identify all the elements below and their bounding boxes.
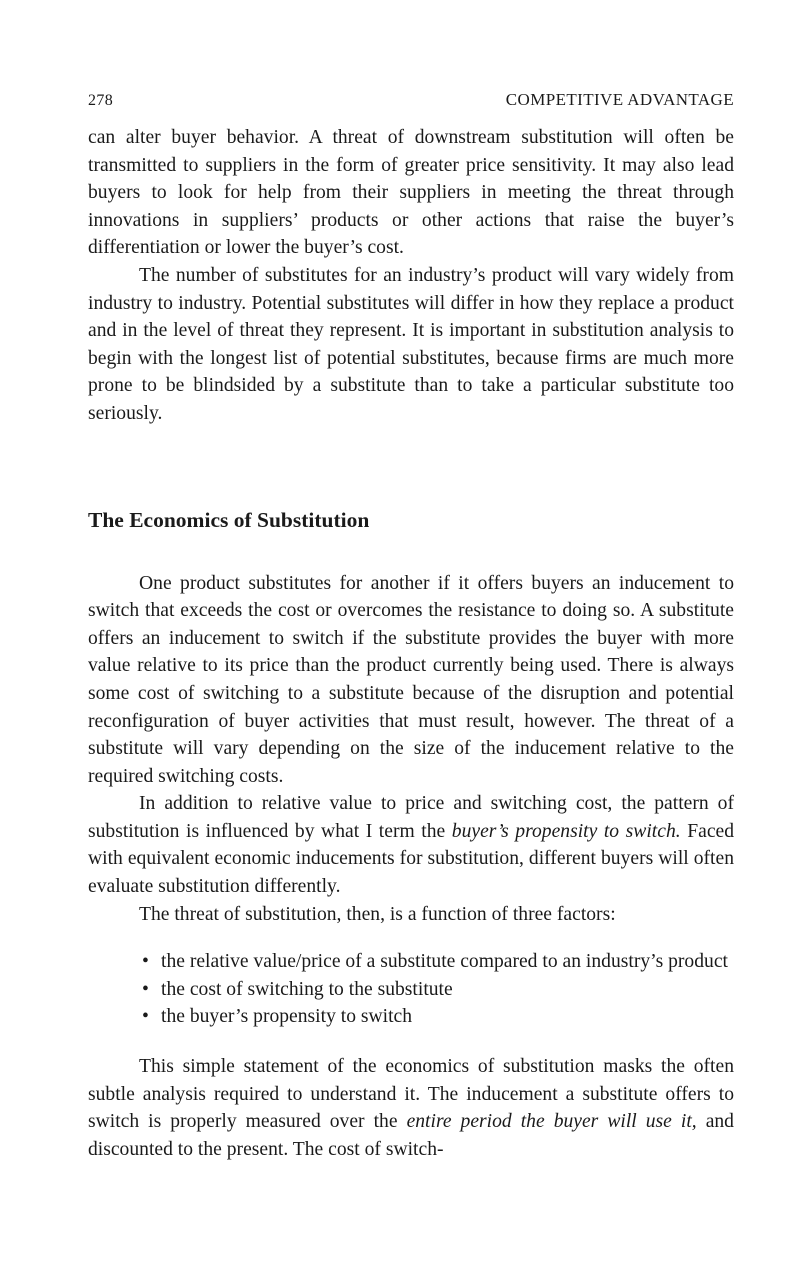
bullet-icon: • (142, 1006, 149, 1028)
paragraph-propensity: In addition to relative value to price and switching cost, the pattern of substitution is influenced by what I term the buyer’s propensity to switch. Faced with equivalent economic inducements for substitution, different buyers will often evaluate substitution differently. (88, 793, 735, 898)
running-title: COMPETITIVE ADVANTAGE (505, 90, 734, 109)
paragraph-three-factors: The threat of substitution, then, is a function of three factors: (139, 903, 616, 925)
emphasis-entire-period: entire period the buyer will use it, (406, 1111, 697, 1133)
paragraph-inducement: One product substitutes for another if it offers buyers an inducement to switch that exceeds the cost or overcomes the resistance to doing so. A substitute offers an inducement to switch if the substitute provides the buyer with more value relative to its price than the product currently being used. There is always some cost of switching to a substitute because of the disruption and potential reconfiguration of buyer activities that must result, however. The threat of a substitute will vary depending on the size of the inducement relative to the required switching costs. (88, 572, 734, 787)
paragraph-continued: can alter buyer behavior. A threat of downstream substitution will often be transmitted to suppliers in the form of greater price sensitivity. It may also lead buyers to look for help from their suppliers in meeting the threat through innovations in suppliers’ products or other actions that raise the buyer’s differentiation or lower the buyer’s cost. (88, 127, 734, 259)
book-page (88, 90, 734, 1163)
list-item: • the cost of switching to the substitute (88, 976, 734, 1004)
emphasis-propensity: buyer’s propensity to switch. (451, 820, 681, 842)
running-header (88, 90, 734, 110)
paragraph-substitutes-number: The number of substitutes for an industry’s product will vary widely from industry to industry. Potential substitutes will differ in how they replace a product and in the level of threat they represent. It is important in substitution analysis to begin with the longest list of potential substitutes, because firms are much more prone to be blindsided by a substitute than to take a particular substitute too seriously. (88, 264, 734, 424)
list-item: • the buyer’s propensity to switch (88, 1003, 734, 1031)
paragraph-economics-masks: This simple statement of the economics of substitution masks the often subtle analysis required to understand it. The inducement a substitute offers to switch is properly measured over the entire period the buyer will use it, and discounted to the present. The cost of switch- (88, 1056, 734, 1160)
factor-list (88, 948, 734, 1031)
bullet-icon: • (142, 978, 149, 1000)
section-heading: The Economics of Substitution (88, 507, 370, 532)
bullet-icon: • (142, 951, 149, 973)
list-item: • the relative value/price of a substitute compared to an industry’s product (88, 948, 734, 976)
page-number: 278 (88, 92, 114, 109)
